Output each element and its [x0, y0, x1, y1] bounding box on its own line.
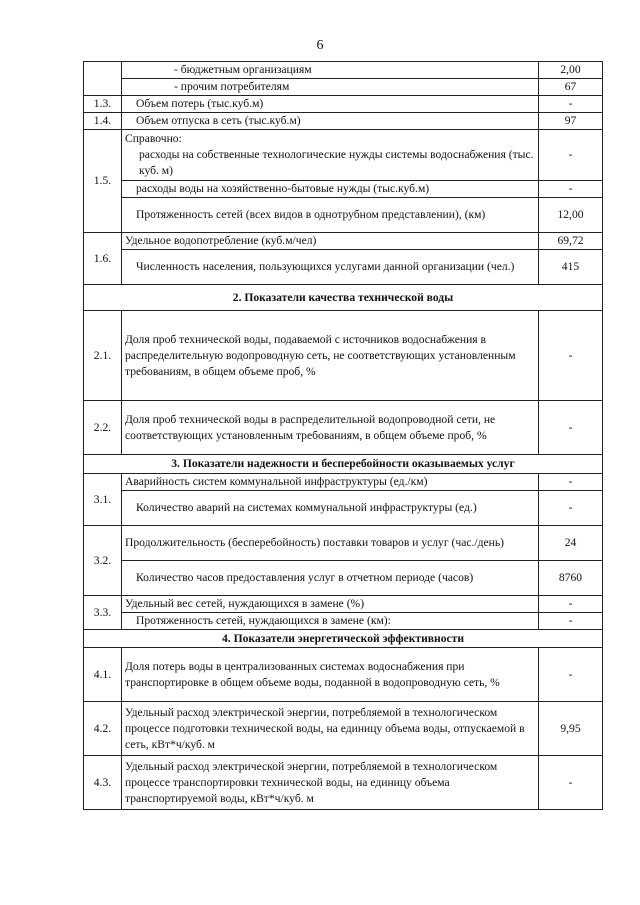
reference-text: расходы на собственные технологические нужды системы водоснабжения (тыс. куб. м): [139, 148, 534, 177]
table-row: [84, 756, 603, 810]
row-value: -: [539, 96, 603, 113]
table-row: [84, 233, 603, 250]
table-row: [84, 474, 603, 491]
row-description: [122, 130, 539, 181]
row-value: -: [539, 613, 603, 630]
row-number: 1.6.: [84, 233, 122, 285]
row-description: Доля проб технической воды, подаваемой с источников водоснабжения в распределительную водопроводную сеть, не соответствующих установленным требованиям, в общем объеме проб, %: [122, 311, 539, 401]
table-row: [84, 79, 603, 96]
row-number: 1.4.: [84, 113, 122, 130]
table-row: [84, 596, 603, 613]
section-header-row: [84, 630, 603, 648]
row-description: - бюджетным организациям: [122, 62, 539, 79]
table-row: [84, 702, 603, 756]
row-value: 12,00: [539, 198, 603, 233]
indicators-table: [83, 61, 603, 810]
row-description: Аварийность систем коммунальной инфраструктуры (ед./км): [122, 474, 539, 491]
row-number: 4.1.: [84, 648, 122, 702]
row-description: Удельный расход электрической энергии, потребляемой в технологическом процессе транспортировки технической воды, на единицу объема транспортируемой воды, кВт*ч/куб. м: [122, 756, 539, 810]
row-number-cell: [84, 62, 122, 96]
row-description: Доля потерь воды в централизованных системах водоснабжения при транспортировке в общем объеме воды, поданной в водопроводную сеть, %: [122, 648, 539, 702]
row-value: -: [539, 474, 603, 491]
row-description: Объем отпуска в сеть (тыс.куб.м): [122, 113, 539, 130]
row-number: 2.1.: [84, 311, 122, 401]
row-value: 415: [539, 250, 603, 285]
row-description: Протяженность сетей, нуждающихся в замене (км):: [122, 613, 539, 630]
section-title: 3. Показатели надежности и бесперебойности оказываемых услуг: [84, 455, 603, 474]
row-description: Объем потерь (тыс.куб.м): [122, 96, 539, 113]
table-row: [84, 250, 603, 285]
row-value: -: [539, 491, 603, 526]
row-description: Доля проб технической воды в распределительной водопроводной сети, не соответствующих установленным требованиям, в общем объеме проб, %: [122, 401, 539, 455]
row-value: -: [539, 401, 603, 455]
table-row: [84, 96, 603, 113]
row-description: Количество аварий на системах коммунальной инфраструктуры (ед.): [122, 491, 539, 526]
table-row: [84, 198, 603, 233]
table-row: [84, 401, 603, 455]
row-description: - прочим потребителям: [122, 79, 539, 96]
reference-heading: Справочно:: [125, 132, 182, 145]
row-value: -: [539, 311, 603, 401]
row-description: Количество часов предоставления услуг в отчетном периоде (часов): [122, 561, 539, 596]
row-number: 3.3.: [84, 596, 122, 630]
row-value: 24: [539, 526, 603, 561]
row-value: 97: [539, 113, 603, 130]
row-value: -: [539, 756, 603, 810]
row-number: 4.3.: [84, 756, 122, 810]
row-description: Удельный вес сетей, нуждающихся в замене (%): [122, 596, 539, 613]
row-number: 1.3.: [84, 96, 122, 113]
row-description: Численность населения, пользующихся услугами данной организации (чел.): [122, 250, 539, 285]
table-row: [84, 113, 603, 130]
table-row: [84, 130, 603, 181]
section-header-row: [84, 285, 603, 311]
row-number: 2.2.: [84, 401, 122, 455]
table-row: [84, 613, 603, 630]
table-row: [84, 181, 603, 198]
section-title: 4. Показатели энергетической эффективности: [84, 630, 603, 648]
row-value: 2,00: [539, 62, 603, 79]
row-value: -: [539, 596, 603, 613]
table-row: [84, 648, 603, 702]
row-value: 69,72: [539, 233, 603, 250]
row-number: 4.2.: [84, 702, 122, 756]
table-row: [84, 311, 603, 401]
row-number: 1.5.: [84, 130, 122, 233]
row-number: 3.1.: [84, 474, 122, 526]
row-value: 9,95: [539, 702, 603, 756]
table-row: [84, 561, 603, 596]
row-description: Удельный расход электрической энергии, потребляемой в технологическом процессе подготовки технической воды, на единицу объема воды, отпускаемой в сеть, кВт*ч/куб. м: [122, 702, 539, 756]
row-value: -: [539, 648, 603, 702]
row-value: -: [539, 130, 603, 181]
row-description: расходы воды на хозяйственно-бытовые нужды (тыс.куб.м): [122, 181, 539, 198]
section-header-row: [84, 455, 603, 474]
row-value: 67: [539, 79, 603, 96]
row-description: Протяженность сетей (всех видов в однотрубном представлении), (км): [122, 198, 539, 233]
table-row: [84, 526, 603, 561]
section-title: 2. Показатели качества технической воды: [84, 285, 603, 311]
page-number: 6: [316, 38, 324, 53]
row-value: 8760: [539, 561, 603, 596]
table-row: [84, 62, 603, 79]
row-description: Удельное водопотребление (куб.м/чел): [122, 233, 539, 250]
row-value: -: [539, 181, 603, 198]
row-description: Продолжительность (бесперебойность) поставки товаров и услуг (час./день): [122, 526, 539, 561]
row-number: 3.2.: [84, 526, 122, 596]
table-row: [84, 491, 603, 526]
